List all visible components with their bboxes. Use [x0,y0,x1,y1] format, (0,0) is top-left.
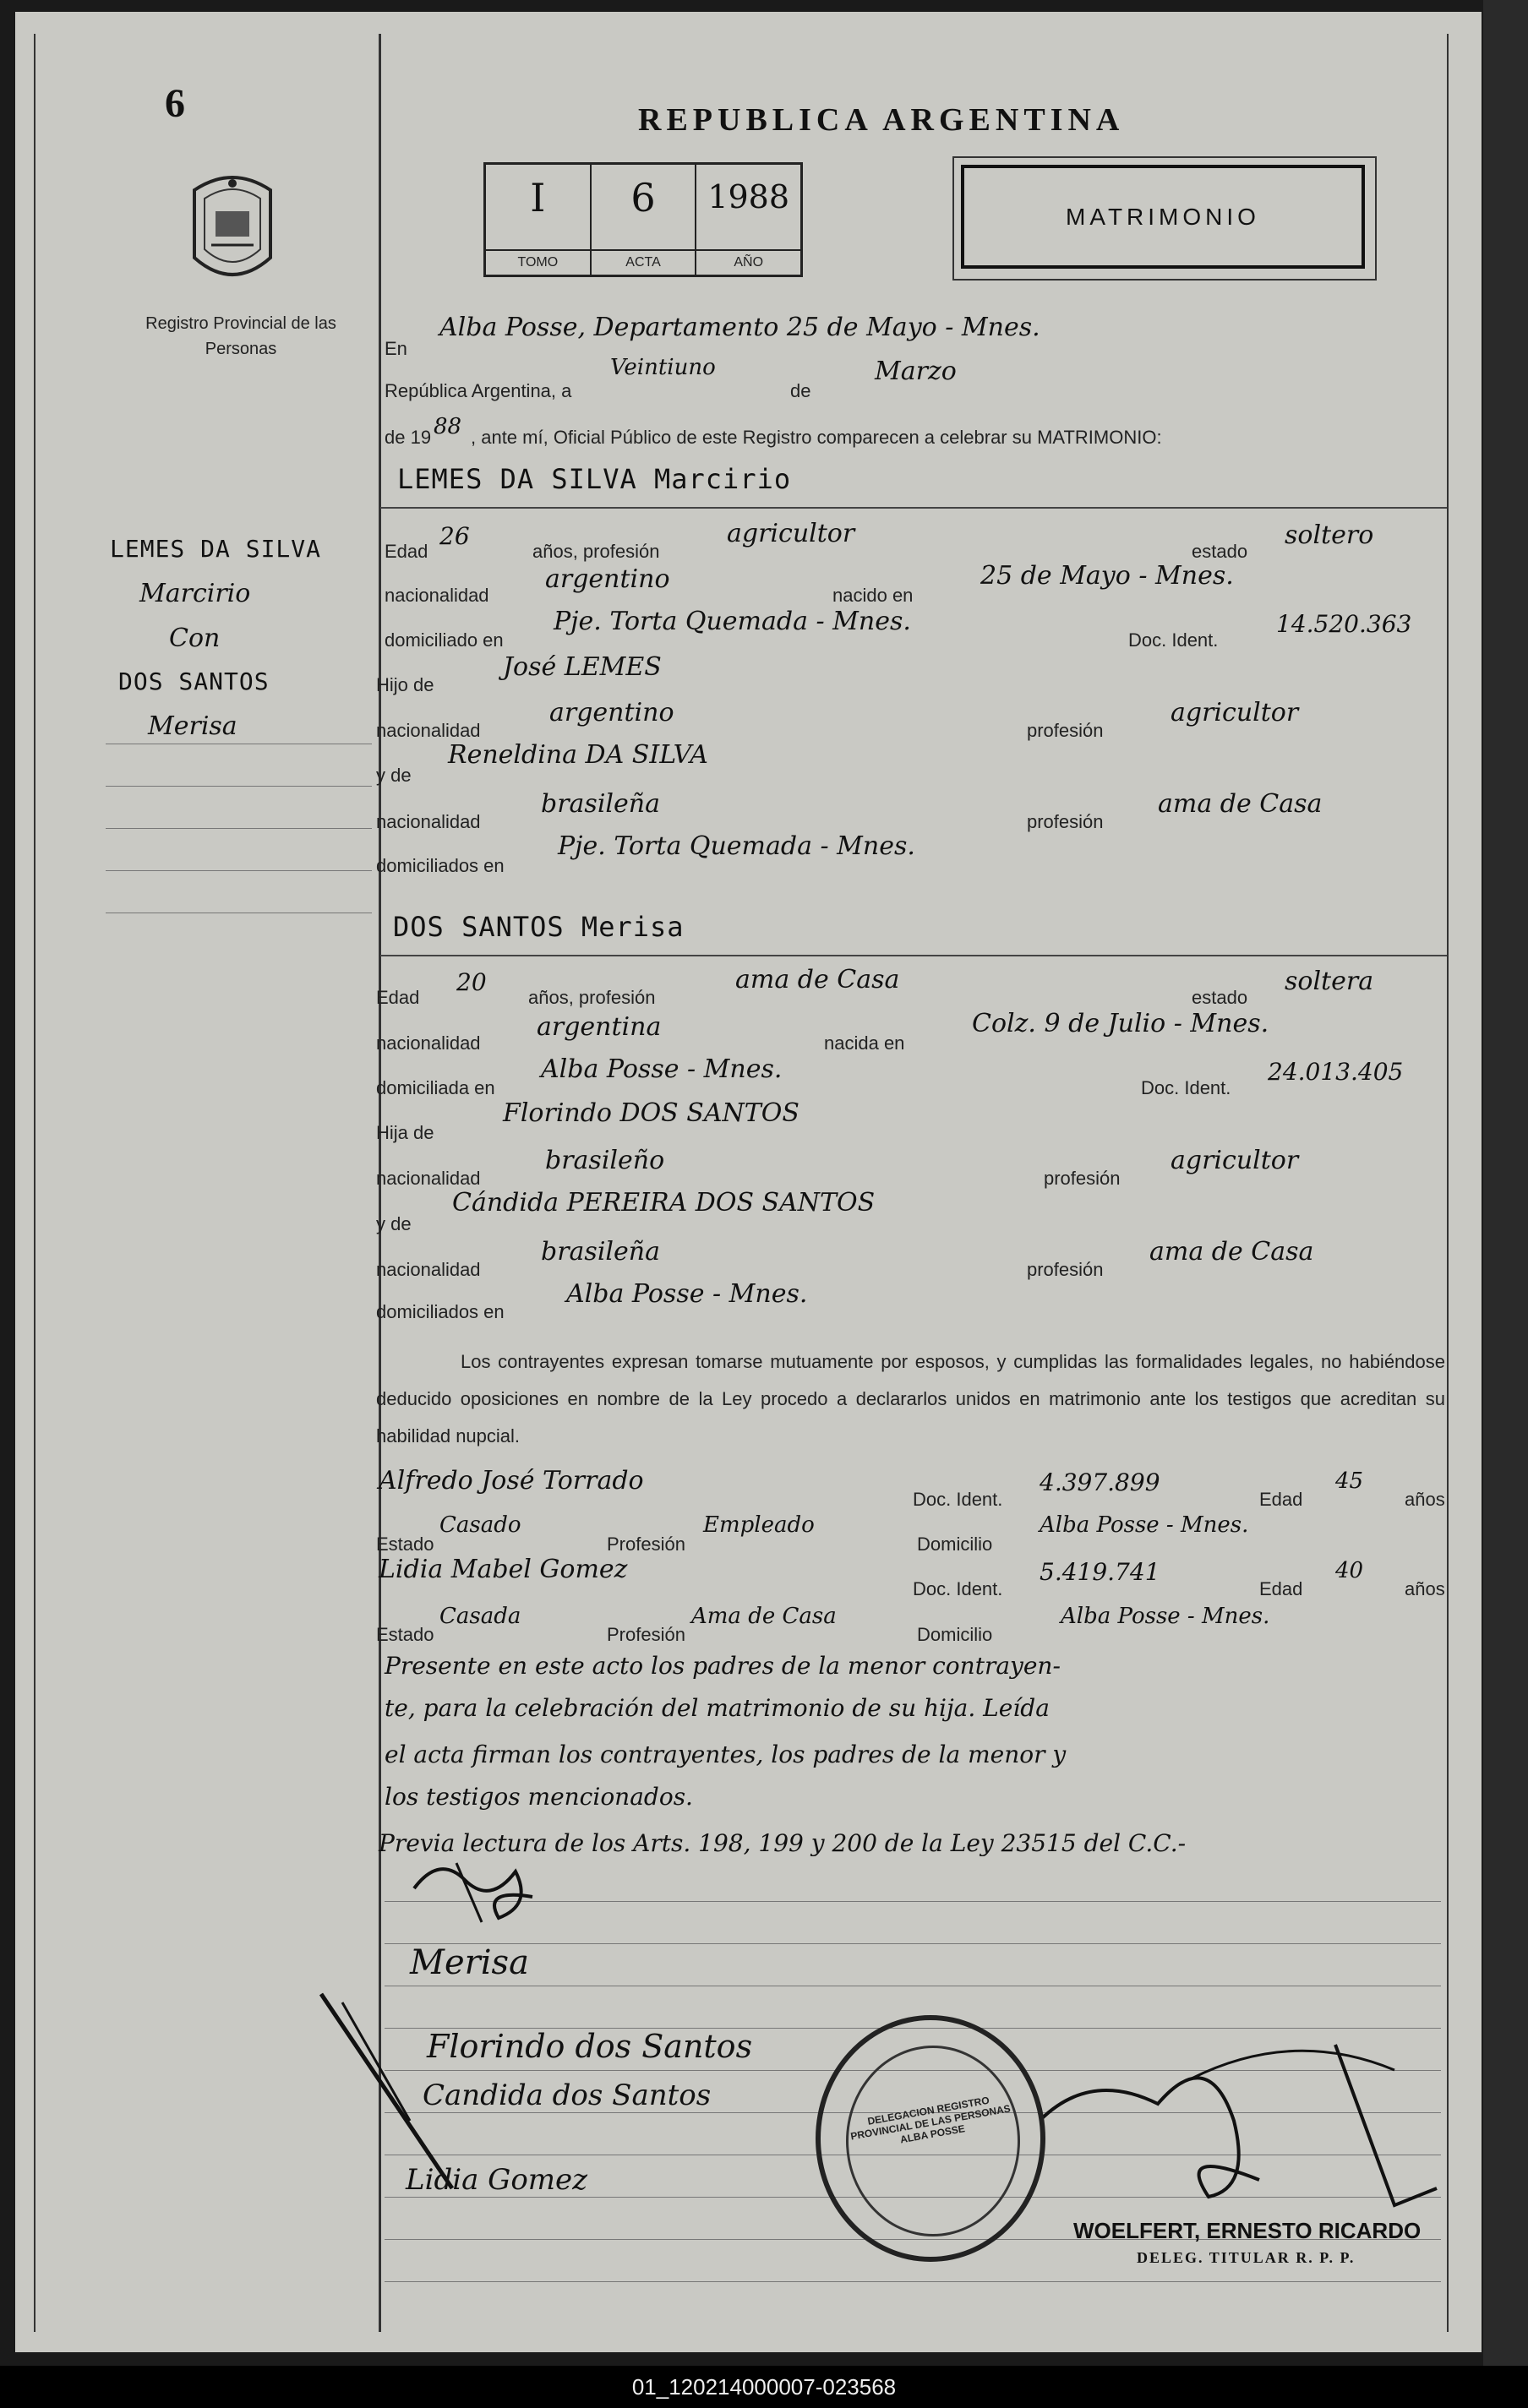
bride-profesion: ama de Casa [735,965,900,994]
tomo-value: I [530,175,546,221]
groom-padre-prof: agricultor [1171,698,1299,727]
groom-madre: Reneldina DA SILVA [448,740,708,770]
left-margin-line [34,34,35,2332]
registry-name: Registro Provincial de las Personas [145,314,336,358]
ruled-line [385,2281,1441,2282]
bride-doc-label: Doc. Ident. [1141,1077,1231,1098]
witness2-domicilio: Alba Posse - Mnes. [1061,1604,1270,1629]
bride-madre-nac: brasileña [541,1237,660,1267]
groom-nacido-label: nacido en [832,585,914,606]
groom-padres-dom-label: domiciliados en [376,855,505,876]
witness1-doc-label: Doc. Ident. [913,1489,1003,1510]
bride-nacida: Colz. 9 de Julio - Mnes. [972,1009,1269,1038]
witness2-estado: Casada [439,1604,521,1629]
bride-yde-label: y de [376,1213,412,1234]
groom-domicilio: Pje. Torta Quemada - Mnes. [554,607,911,636]
official-title: DELEG. TITULAR R. P. P. [1137,2249,1356,2266]
place-value: Alba Posse, Departamento 25 de Mayo - Mnes. [439,313,1040,342]
margin-con: Con [169,624,221,653]
declaration-text: Los contrayentes expresan tomarse mutuamente por esposos, y cumplidas las formalidades legales, no habiéndose deducido oposiciones en nombre de la Ley procedo a declararlos unidos en matrimonio ante los testigos que acreditan su habilidad nupcial. [376,1351,1445,1446]
image-caption: 01_120214000007-023568 [0,2366,1528,2408]
bride-nacionalidad: argentina [537,1012,662,1042]
bride-estado-label: estado [1192,987,1248,1008]
witness2-doc: 5.419.741 [1040,1558,1160,1586]
groom-name: LEMES DA SILVA Marcirio [397,463,792,495]
bride-prof-label: años, profesión [528,987,656,1008]
witness1-domicilio: Alba Posse - Mnes. [1040,1512,1249,1538]
year-suffix: 88 [434,414,462,439]
witness1-edad-label: Edad [1259,1489,1303,1510]
groom-dom-label: domiciliado en [385,629,504,651]
bride-name: DOS SANTOS Merisa [393,911,685,943]
bride-edad: 20 [456,968,487,996]
country-title: REPUBLICA ARGENTINA [638,102,1125,138]
witness1-prof-label: Profesión [607,1534,685,1555]
ano-cell [696,165,800,275]
right-margin-line [1447,34,1449,2332]
note-line-3: el acta firman los contrayentes, los padres de la menor y [385,1741,1067,1768]
year-prefix: de 19 [385,427,432,448]
note-line-2: te, para la celebración del matrimonio de su hija. Leída [385,1694,1050,1722]
witness1-profesion: Empleado [703,1512,815,1538]
signature-mother: Candida dos Santos [423,2078,712,2112]
bride-madre-prof-label: profesión [1027,1259,1104,1280]
groom-edad: 26 [439,522,470,550]
bride-dom-label: domiciliada en [376,1077,495,1098]
groom-doc-label: Doc. Ident. [1128,629,1219,651]
signature-bride: Merisa [410,1943,529,1982]
groom-madre-nac-label: nacionalidad [376,811,481,832]
bride-hija-label: Hija de [376,1122,434,1143]
groom-nacionalidad: argentino [545,564,670,594]
acta-label: ACTA [592,249,696,275]
tomo-cell [486,165,592,275]
tomo-label: TOMO [486,249,590,275]
groom-doc: 14.520.363 [1276,610,1412,638]
witness1-dom-label: Domicilio [917,1534,993,1555]
acta-value: 6 [630,175,656,221]
groom-estado: soltero [1285,520,1374,550]
bride-padre-prof-label: profesión [1044,1168,1121,1189]
witness2-edad: 40 [1335,1558,1364,1583]
margin-ruled-line [106,870,372,871]
groom-madre-nac: brasileña [541,789,660,819]
pen-stroke-signature [317,1986,461,2197]
groom-divider [380,507,1447,509]
groom-madre-prof: ama de Casa [1158,789,1323,819]
month-value: Marzo [875,357,957,386]
groom-padre-nac-label: nacionalidad [376,720,481,741]
bride-madre: Cándida PEREIRA DOS SANTOS [452,1188,876,1218]
margin-ruled-line [106,828,372,829]
acta-cell [592,165,697,275]
margin-groom-name: Marcirio [139,579,251,608]
official-name: WOELFERT, ERNESTO RICARDO [1073,2218,1422,2243]
note-line-4: los testigos mencionados. [385,1783,693,1811]
bride-nac-label: nacionalidad [376,1032,481,1054]
groom-padres-dom: Pje. Torta Quemada - Mnes. [558,831,915,861]
bride-padres-dom: Alba Posse - Mnes. [566,1279,808,1309]
groom-padre: José LEMES [503,652,662,682]
groom-yde-label: y de [376,765,412,786]
witness1-name: Alfredo José Torrado [379,1466,644,1495]
groom-madre-prof-label: profesión [1027,811,1104,832]
groom-nac-label: nacionalidad [385,585,489,606]
witness2-anos-label: años [1405,1578,1445,1599]
witness1-estado: Casado [439,1512,521,1538]
bride-edad-label: Edad [376,987,420,1008]
groom-nacido: 25 de Mayo - Mnes. [980,561,1234,591]
signature-official [1040,2019,1462,2231]
bride-nacida-label: nacida en [824,1032,905,1054]
record-box [483,162,803,277]
provincial-seal-icon [186,165,279,291]
intro-sentence: , ante mí, Oficial Público de este Registro comparecen a celebrar su MATRIMONIO: [471,427,1162,448]
signature-father: Florindo dos Santos [427,2028,753,2065]
book-binding [1483,0,1528,2366]
witness2-prof-label: Profesión [607,1624,685,1645]
bride-padre: Florindo DOS SANTOS [503,1098,799,1128]
witness2-edad-label: Edad [1259,1578,1303,1599]
witness2-name: Lidia Mabel Gomez [379,1555,628,1584]
ruled-line [385,1943,1441,1944]
witness1-anos-label: años [1405,1489,1445,1510]
en-label: En [385,338,407,359]
signature-witness: Lidia Gomez [406,2163,588,2197]
margin-bride-name: Merisa [148,711,237,741]
groom-profesion: agricultor [727,519,855,548]
witness2-estado-label: Estado [376,1624,434,1645]
official-stamp [816,2015,1045,2262]
day-value: Veintiuno [610,355,716,380]
groom-padre-nac: argentino [549,698,674,727]
ano-label: AÑO [696,249,800,275]
note-line-5: Previa lectura de los Arts. 198, 199 y 200 de la Ley 23515 del C.C.- [379,1829,1187,1857]
groom-padre-prof-label: profesión [1027,720,1104,741]
republica-label: República Argentina, a [385,380,572,401]
bride-doc: 24.013.405 [1268,1058,1404,1086]
witness1-estado-label: Estado [376,1534,434,1555]
margin-groom-surname: LEMES DA SILVA [110,535,322,563]
bride-divider [380,955,1447,956]
bride-padre-prof: agricultor [1171,1146,1299,1175]
margin-bride-surname: DOS SANTOS [118,667,270,695]
de-label: de [790,380,811,401]
bride-padre-nac-label: nacionalidad [376,1168,481,1189]
groom-hijo-label: Hijo de [376,674,434,695]
groom-estado-label: estado [1192,541,1248,562]
note-line-1: Presente en este acto los padres de la menor contrayen- [385,1652,1061,1680]
witness1-edad: 45 [1335,1468,1364,1494]
witness2-profesion: Ama de Casa [691,1604,837,1629]
bride-padre-nac: brasileño [545,1146,665,1175]
bride-domicilio: Alba Posse - Mnes. [541,1054,783,1084]
groom-prof-label: años, profesión [532,541,660,562]
page-number: 6 [165,81,185,126]
ano-value: 1988 [707,178,790,215]
bride-madre-prof: ama de Casa [1149,1237,1314,1267]
bride-padres-dom-label: domiciliados en [376,1301,505,1322]
witness1-doc: 4.397.899 [1040,1468,1160,1496]
groom-edad-label: Edad [385,541,428,562]
witness2-doc-label: Doc. Ident. [913,1578,1003,1599]
margin-ruled-line [106,786,372,787]
bride-estado: soltera [1285,967,1374,996]
witness2-dom-label: Domicilio [917,1624,993,1645]
document-page [15,12,1482,2352]
bride-madre-nac-label: nacionalidad [376,1259,481,1280]
signature-groom [406,1838,558,1931]
document-type: MATRIMONIO [961,165,1365,269]
stamp-text: DELEGACION REGISTRO PROVINCIAL DE LAS PERSONAS ALBA POSSE [849,2094,1012,2146]
